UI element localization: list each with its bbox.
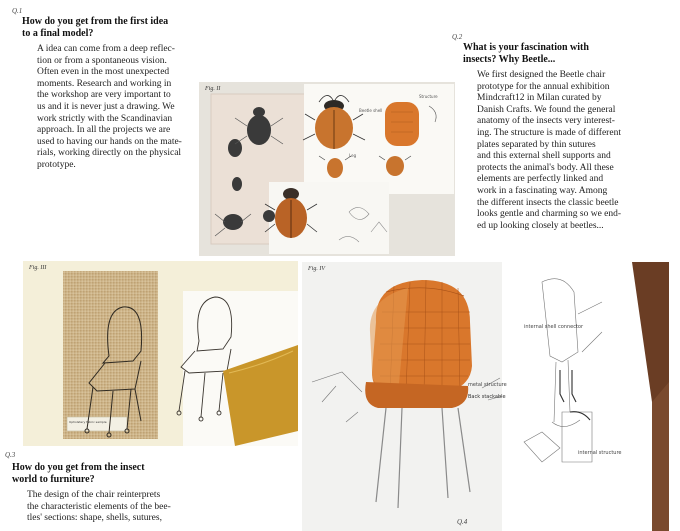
text-line: work strictly with the Scandinavian bbox=[37, 113, 173, 124]
render-annotation: internal shell connector bbox=[524, 324, 584, 330]
text-line: approach. In all the projects we are bbox=[37, 125, 171, 136]
answer-text bbox=[477, 70, 621, 232]
text-line: elements are perfectly linked and bbox=[477, 174, 604, 185]
text-line: Mindcraft12 in Milan curated by bbox=[477, 93, 602, 104]
question-title bbox=[22, 16, 168, 40]
text-line: tles' sections: shape, shells, sutures, bbox=[27, 513, 162, 524]
render-annotation: Back stackable bbox=[468, 394, 506, 400]
text-line: protects the animal's body. All these bbox=[477, 162, 614, 173]
text-line: the characteristic elements of the bee- bbox=[27, 501, 171, 512]
figure-label: Fig. III bbox=[29, 265, 47, 271]
text-line: used to having our hands on the mate- bbox=[37, 136, 182, 147]
figure-beetle-sketches bbox=[199, 82, 455, 256]
question-title bbox=[12, 462, 145, 486]
text-line: work in a fascinating way. Among bbox=[477, 185, 608, 196]
text-line: the different insects the classic beetle bbox=[477, 197, 619, 208]
question-number: Q.4 bbox=[457, 518, 468, 526]
answer-text bbox=[27, 490, 171, 525]
figure-fabric-and-chair-drawings bbox=[23, 261, 298, 446]
text-line: Often even in the most unexpected bbox=[37, 67, 170, 78]
question-number: Q.1 bbox=[12, 7, 23, 15]
text-line: A idea can come from a deep reflec- bbox=[37, 44, 175, 54]
text-line: and this external shell supports and bbox=[477, 151, 611, 162]
sketch-annotation: Beetle shell bbox=[359, 108, 383, 113]
text-line: tion or from a spontaneous vision. bbox=[37, 55, 167, 66]
sketch-annotation: Leg bbox=[349, 153, 357, 158]
title-line: insects? Why Beetle... bbox=[463, 54, 556, 65]
text-line: prototype. bbox=[37, 159, 76, 170]
text-line: moments. Research and working in bbox=[37, 78, 172, 89]
title-line: How do you get from the first idea bbox=[22, 16, 169, 27]
question-number: Q.3 bbox=[5, 451, 16, 459]
title-line: How do you get from the insect bbox=[12, 462, 145, 473]
text-line: anatomy of the insects very interest- bbox=[477, 116, 615, 127]
text-line: prototype for the annual exhibition bbox=[477, 81, 610, 92]
title-line: What is your fascination with bbox=[463, 42, 589, 53]
chair-shell bbox=[365, 280, 472, 408]
sketch-annotation: Structure bbox=[419, 94, 438, 99]
figure-label: Fig. IV bbox=[308, 266, 325, 272]
swatch-tag: Upholstery fabric sample bbox=[69, 420, 107, 424]
text-line: the workshop are very important to bbox=[37, 90, 171, 101]
text-line: We first designed the Beetle chair bbox=[477, 70, 606, 80]
render-annotation: internal structure bbox=[578, 450, 622, 456]
text-line: us and it is never just a drawing. We bbox=[37, 101, 175, 112]
text-line: ing. The structure is made of different bbox=[477, 127, 621, 138]
text-line: plates separated by thin sutures bbox=[477, 139, 596, 150]
title-line: world to furniture? bbox=[12, 474, 95, 485]
text-line: The design of the chair reinterprets bbox=[27, 490, 161, 500]
text-line: looks gentle and charming so we end- bbox=[477, 209, 622, 220]
figure-chair-render bbox=[302, 262, 669, 531]
text-line: Danish Crafts. We found the general bbox=[477, 104, 616, 115]
title-line: to a final model? bbox=[22, 28, 94, 39]
question-title bbox=[463, 42, 589, 66]
text-line: rials, working directly on the physical bbox=[37, 148, 182, 159]
fabric-chair-illustration bbox=[23, 261, 298, 446]
chair-render-illustration bbox=[302, 262, 669, 531]
question-number: Q.2 bbox=[452, 33, 463, 41]
figure-label: Fig. II bbox=[205, 86, 221, 92]
render-annotation: metal structure bbox=[468, 382, 507, 388]
answer-text bbox=[37, 44, 182, 172]
beetle-sketches-illustration bbox=[199, 82, 455, 256]
text-line: ed up looking closely at beetles... bbox=[477, 220, 604, 231]
